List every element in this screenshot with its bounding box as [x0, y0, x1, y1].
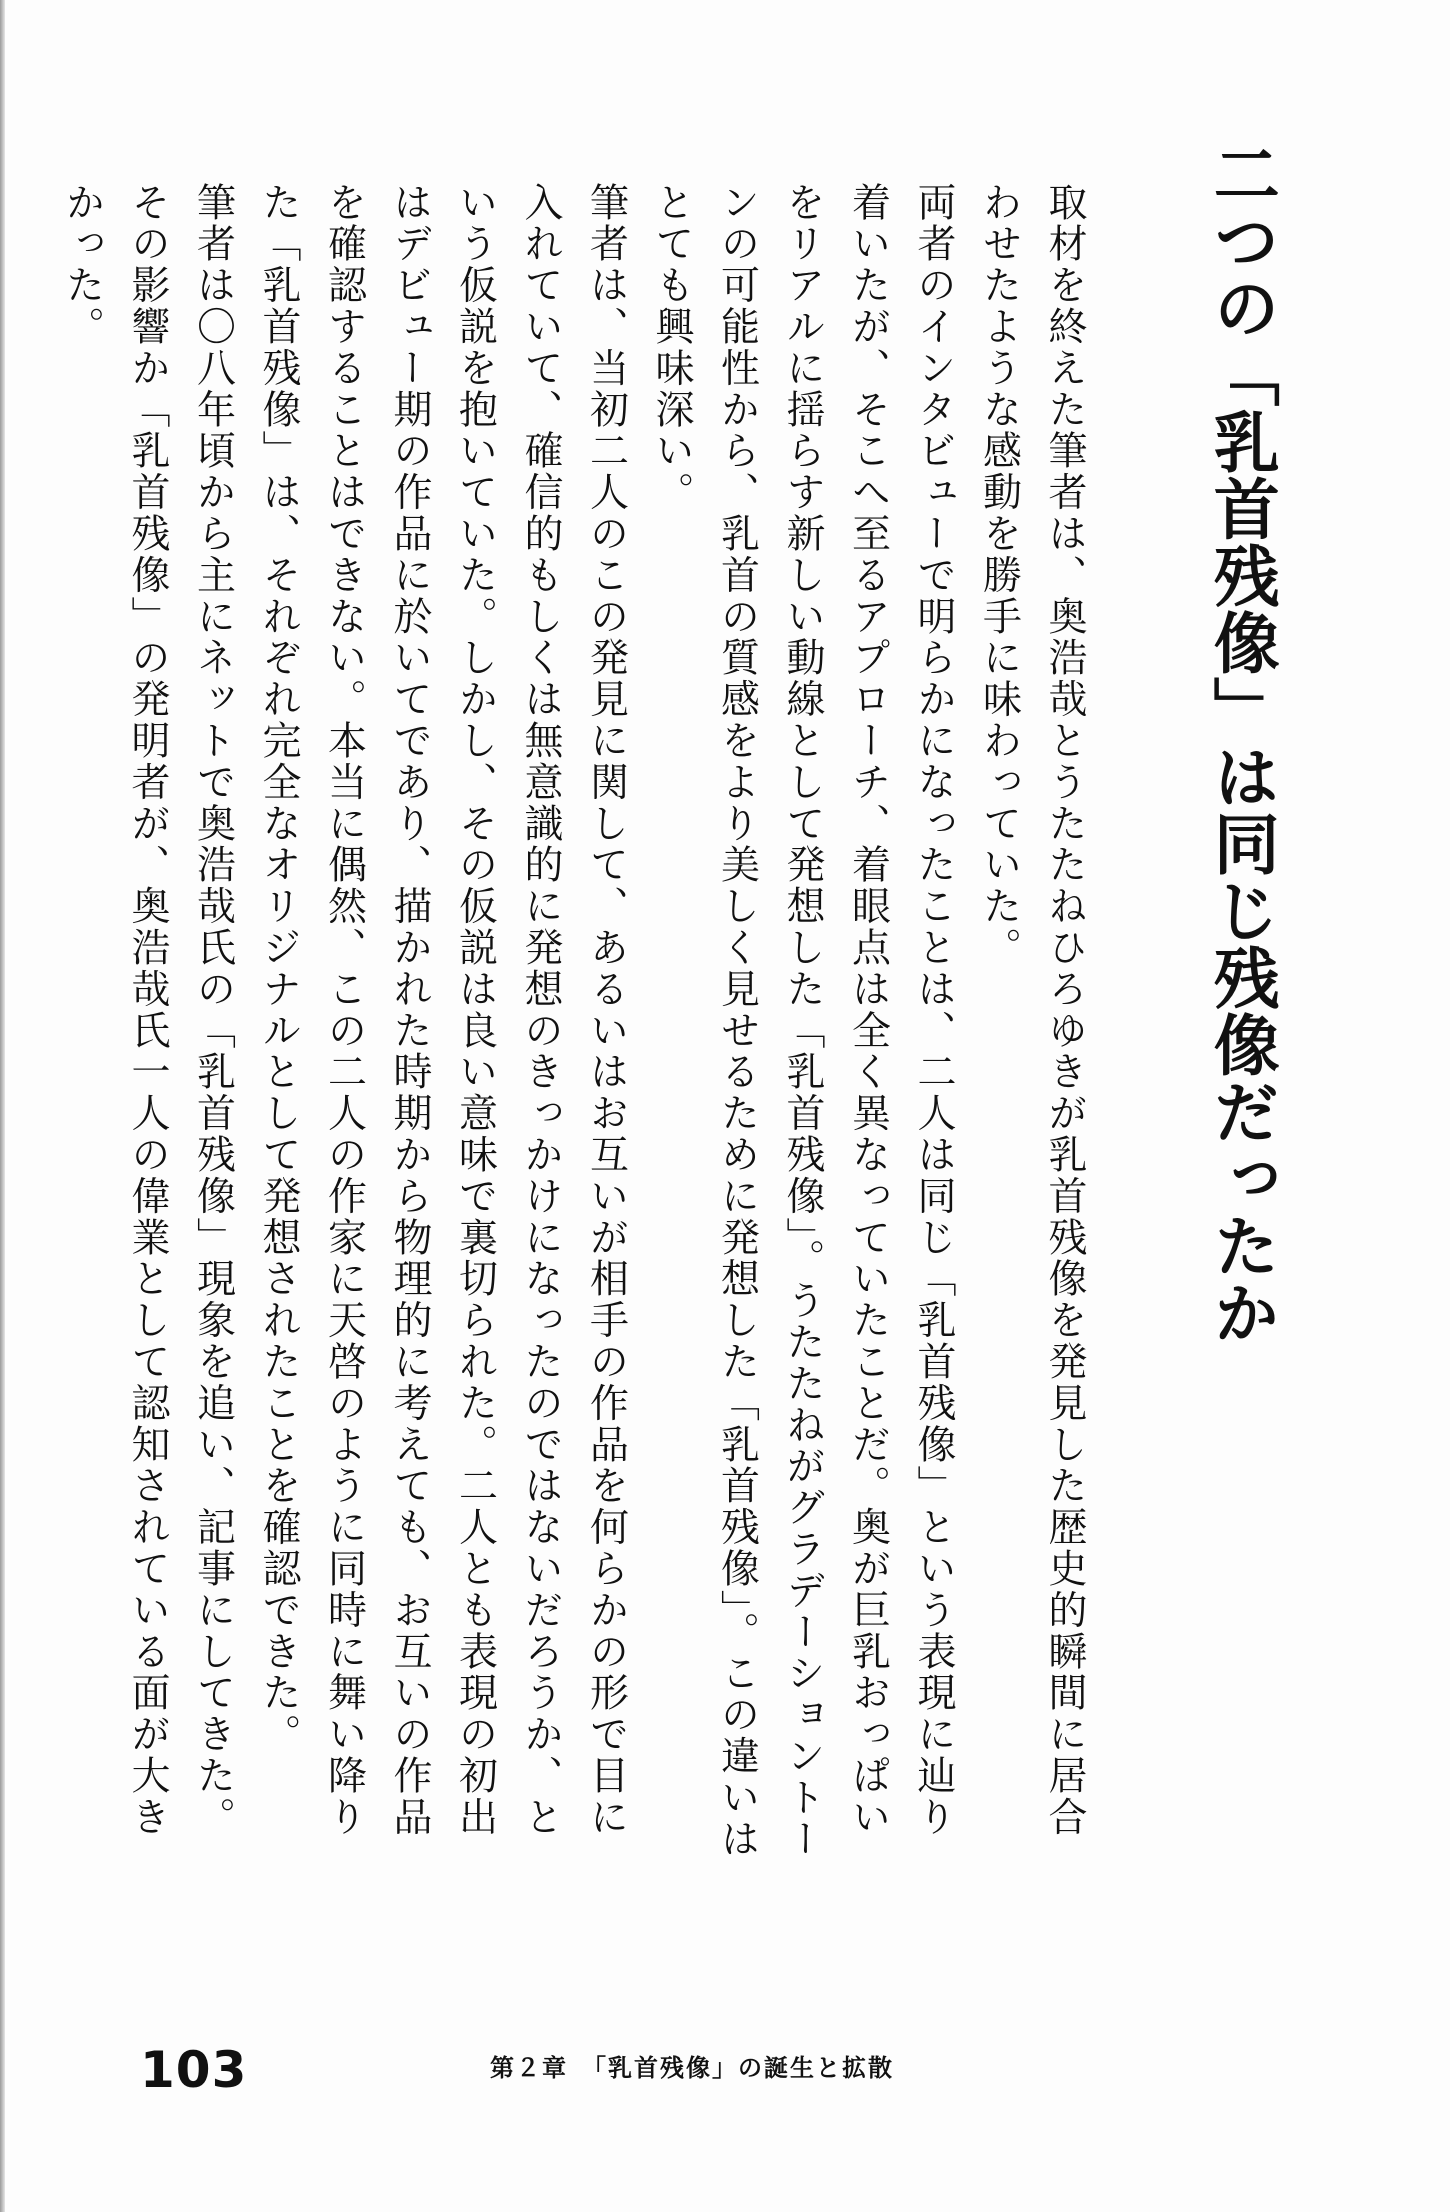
body-text [59, 182, 1097, 1877]
paragraph: 両者のインタビューで明らかになったことは、二人は同じ「乳首残像」という表現に辿り着いたが、そこへ至るアプローチ、着眼点は全く異なっていたことだ。奥が巨乳おっぱいをリアルに揺らす新しい動線として発想した「乳首残像」。うたたねがグラデーショントーンの可能性から、乳首の質感をより美しく見せるために発想した「乳首残像」。この違いはとても興味深い。 [649, 182, 956, 1860]
running-head: 第２章 「乳首残像」の誕生と拡散 [490, 2054, 894, 2082]
paragraph: 筆者は、当初二人のこの発見に関して、あるいはお互いが相手の作品を何らかの形で目に入れていて、確信的もしくは無意識的に発想のきっかけになったのではないだろうか、という仮説を抱いていた。しかし、その仮説は良い意味で裏切られた。二人とも表現の初出はデビュー期の作品に於いてであり、描かれた時期から物理的に考えても、お互いの作品を確認することはできない。本当に偶然、この二人の作家に天啓のように同時に舞い降りた「乳首残像」は、それぞれ完全なオリジナルとして発想されたことを確認できた。 [256, 182, 629, 1838]
page-binding-edge [0, 0, 5, 2212]
section-heading: 二つの「乳首残像」は同じ残像だったか [1202, 140, 1280, 1346]
page-number: 103 [140, 2041, 248, 2099]
paragraph: 筆者は〇八年頃から主にネットで奥浩哉氏の「乳首残像」現象を追い、記事にしてきた。その影響か「乳首残像」の発明者が、奥浩哉氏一人の偉業として認知されている面が大きかった。 [59, 182, 236, 1838]
paragraph: 取材を終えた筆者は、奥浩哉とうたたねひろゆきが乳首残像を発見した歴史的瞬間に居合わせたような感動を勝手に味わっていた。 [976, 182, 1087, 1838]
